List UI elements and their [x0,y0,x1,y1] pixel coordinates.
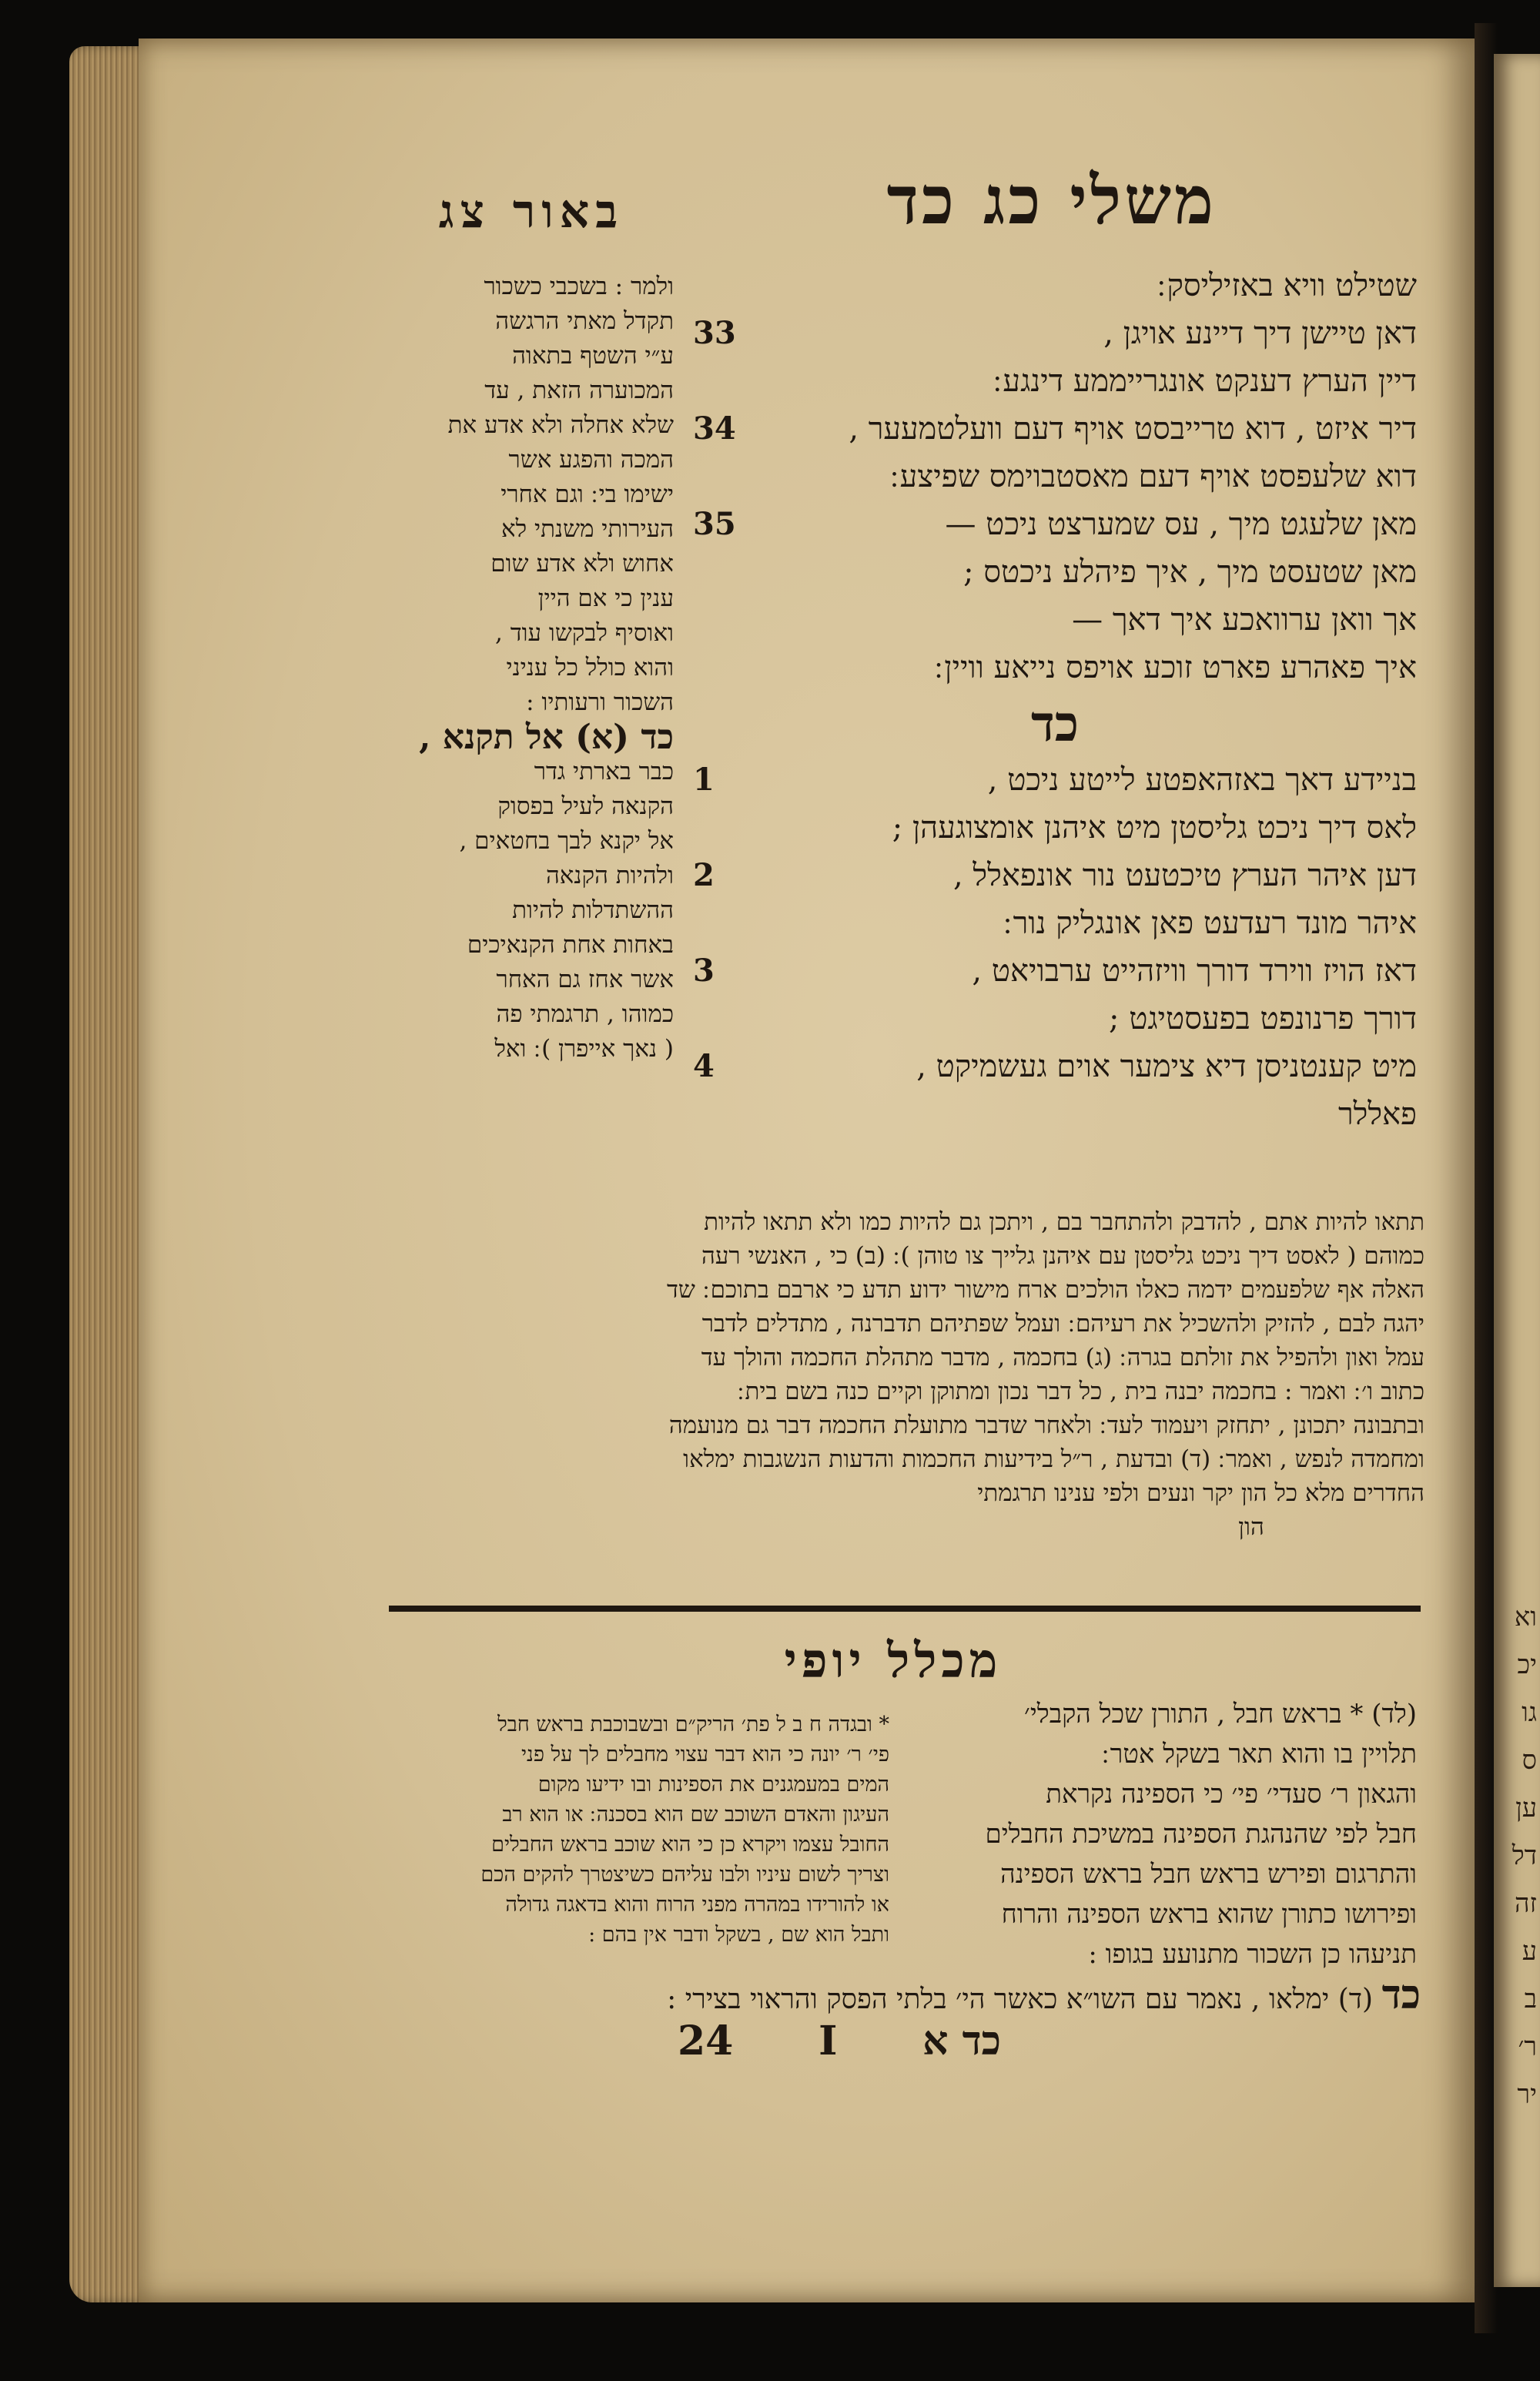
verse-line: פאללר [1337,1097,1417,1132]
facing-page-text-fragment: יכ [1517,1649,1537,1680]
commentary-line: ובתבונה יתכונן , יתחזק ויעמוד לעד ׃ ולאחר שדבר מתועלת החכמה דבר גם מנועמה [668,1412,1424,1439]
wide-commentary-lines [385,1205,1424,1510]
commentary-line: הקנאה לעיל בפסוק [497,792,674,820]
facing-page-text-fragment: ען [1515,1793,1537,1823]
verse-row [693,501,1417,692]
facing-page-text-fragment: ע [1522,1936,1537,1967]
commentary-line: עמל ואון ולהפיל את זולתם בגרה ׃ (ג) בחכמה , מדבר מתהלת החכמה והולך עד [701,1344,1424,1371]
commentary-line: ולהיות הקנאה [545,862,674,889]
facing-page-text-fragment: ב [1524,1984,1537,2014]
verse-line: מיט קענטניסן דיא צימער אוים געשמיקט , [916,1049,1417,1084]
verse-number: 3 [693,953,715,989]
side-commentary-heading: כד (א) אל תקנא , [419,720,674,755]
verse-number: 35 [693,506,736,542]
chapter-heading: כד [1030,695,1080,753]
facing-page-text-fragment: זה [1514,1888,1537,1919]
verse-number: 4 [693,1048,715,1084]
commentary-line: ומחמדה לנפש , ואמר ׃ (ד) ובדעת , ר״ל בידיעות החכמות והדעות הנשגבות ימלאו [683,1445,1424,1473]
commentary-line: החדרים מלא כל הון יקר ונעים ולפי ענינו תרגמתי [977,1479,1424,1507]
verse-number: 33 [693,315,736,351]
verse-row [693,947,1417,1043]
commentary-line: ולמר : בשכבי כשכור [484,273,674,300]
verse-line: דוא שלעפסט אויף דעם מאסטבוימס שפיצע ׃ [889,459,1417,494]
side-commentary-bottom [389,755,674,1067]
commentary-line: כתוב ו׳ ׃ ואמר : בחכמה יבנה בית , כל דבר נכון ומתוקן וקיים כנה בשם בית ׃ [737,1378,1424,1405]
note-line: והתרגום ופירש בראש חבל בראש הספינה [1000,1859,1417,1890]
verse-row [693,405,1417,501]
verse-text [747,852,1417,947]
commentary-line: שלא אחלה ולא אדע את [447,411,674,439]
verse-continuation-line: שטילט וויא באזיליסק ׃ [1157,268,1417,303]
verse-line: דאן טיישן דיך דיינע אויגן , [1103,316,1417,351]
note-line: ופירושו כתורן שהוא בראש הספינה והרוח [1001,1899,1417,1930]
running-header-commentary: באור צג [438,185,624,239]
chapter-24-verses [693,756,1417,1138]
note-line: פי׳ ר׳ יונה כי הוא דבר עצוי מחבלים לך על פני [521,1743,889,1766]
verse-line: דיר איזט , דוא טרייבסט אויף דעם וועלטמעער , [849,411,1417,447]
facing-page-text-fragment: גו [1522,1697,1537,1728]
facing-page-fragment [1494,54,1540,2287]
note-line: * ובגדה ח ב ל פת׳ הריק״ם ובשבוכבת בראש חבל [497,1713,889,1736]
note-line: חבל לפי שהנהגת הספינה במשיכת החבלים [985,1819,1417,1850]
commentary-line: תתאו להיות אתם , להדבק ולהתחבר בם , ויתכן גם להיות כמו ולא תתאו להיות [704,1208,1424,1236]
page-number: 24 [678,2018,734,2065]
commentary-line: ההשתדלות להיות [512,896,674,924]
commentary-line: כמוהו , תרגמתי פה [496,1000,674,1028]
running-header-title: משלי כג כד [886,162,1217,239]
verse-line: איך פאהרע פארט זוכע אויפס נייאע וויין ׃ [934,650,1417,685]
verse-row [693,1043,1417,1138]
note-line: והגאון ר׳ סעדי׳ פי׳ כי הספינה נקראת [1046,1779,1417,1810]
commentary-line: העירותי משנתי לא [501,515,674,543]
verse-line: לאס דיך ניכט גליסטן מיט איהנן אומצוגעהן ; [892,810,1417,846]
wide-commentary [385,1205,1424,1544]
catchword: כד א [922,2018,1001,2065]
verse-number: 1 [693,762,715,798]
verse-text [747,405,1417,501]
note-line: ותבל הוא שם , בשקל ודבר אין בהם : [588,1923,889,1947]
note-line: (לד) * בראש חבל , התורן שכל הקבלי׳ [1024,1699,1417,1730]
chapter-23-verses [693,310,1417,692]
verse-line: דאז הויז ווירד דורך וויזהייט ערבויאט , [972,953,1417,989]
commentary-line: המכה והפגע אשר [508,446,674,474]
note-line: תניעהו כן השכור מתנועע בגופו : [1088,1939,1417,1970]
verse-line: אך וואן ערוואכע איך דאך — [1072,602,1417,638]
note-line: המים במעמגנים את הספינות ובו ידיעו מקום [537,1773,889,1797]
commentary-line: והוא כולל כל עניני [506,654,674,681]
commentary-line: ענין כי אם היין [537,584,674,612]
facing-page-text-fragment: ר׳ [1518,2031,1537,2062]
commentary-line: כבר בארתי גדר [534,758,674,785]
subsection-final-note [389,1971,1421,2018]
facing-page-text-fragment: דל [1512,1840,1537,1871]
note-line: העיגון והאדם השוכב שם הוא בסכנה ׃ או הוא רב [502,1803,889,1827]
commentary-line: אשר אחז גם האחר [496,966,674,993]
commentary-line: המכוערה הזאת , עד [484,377,674,404]
verse-number: 34 [693,410,736,447]
side-commentary [389,270,674,1067]
verse-text [747,1043,1417,1138]
verse-text [747,947,1417,1043]
note-line: או להורידו במהרה מפני הרוח והוא בדאגה גדולה [505,1893,889,1917]
note-line: תלויין בו והוא תאר בשקל אטר ׃ [1101,1739,1417,1770]
side-commentary-top [389,270,674,720]
verse-row [693,756,1417,852]
verse-text [747,501,1417,692]
commentary-line: תקדל מאתי הרגשה [495,307,674,335]
facing-page-text-fragment: יר [1517,2079,1537,2110]
verse-row [693,310,1417,405]
verse-line: איהר מונד רעדעט פאן אונגליק נור ׃ [1003,906,1417,941]
subsection-title: מכלל יופי [784,1633,1003,1689]
commentary-line: השכור ורעותיו : [526,688,674,716]
commentary-line: ( נאך אייפרן ) ׃ ואל [494,1035,674,1063]
note-line: החובל עצמו ויקרא כן כי הוא שוכב בראש החבלים [491,1833,889,1857]
commentary-line: באחות אחת הקנאיכים [467,931,674,959]
commentary-line: ואוסיף לבקשו עוד , [494,619,674,647]
verse-line: מאן שלעגט מיך , עס שמערצט ניכט — [945,507,1417,542]
facing-page-text-fragment: ס [1522,1745,1537,1776]
subsection-right-notes [916,1694,1417,1974]
commentary-line: ע״י השטף בתאוה [512,342,674,370]
commentary-line: ישימו בי ׃ וגם אחרי [500,481,674,508]
verse-row [693,852,1417,947]
section-divider-rule [389,1606,1421,1612]
commentary-line: אחוש ולא אדע שום [490,550,674,578]
subsection-left-notes [389,1710,889,1950]
final-note-chapter: כד [1381,1971,1421,2018]
verse-text [747,756,1417,852]
main-translation-column [693,262,1417,1138]
final-note-text: (ד) ימלאו , נאמר עם השו״א כאשר הי׳ בלתי הפסק והראוי בצירי : [667,1984,1374,2015]
verse-line: בניידע דאך באזהאפטע לייטע ניכט , [987,762,1417,798]
verse-line: מאן שטעסט מיך , איך פיהלע ניכטס ; [963,554,1417,590]
commentary-line: יהגה לבם , להזיק ולהשכיל את רעיהם ׃ ועמל שפתיהם תדברנה , מתדלים לדבר [701,1310,1424,1338]
page-signature [678,2018,1001,2065]
commentary-line: אל יקנא לבך בחטאים , [459,827,674,855]
sheet-mark: I [819,2018,838,2065]
commentary-line: האלה אף שלפעמים ידמה כאלו הולכים ארח מישור ידוע תדע כי ארבם בתוכם ׃ שד [667,1276,1424,1304]
verse-text [747,310,1417,405]
verse-line: דען איהר הערץ טיכטעט נור אונפאלל , [952,858,1417,893]
verse-line: דורך פרנונפט בפעסטיגט ; [1109,1001,1417,1036]
verse-line: דיין הערץ דענקט אונגרייממע דינגע ׃ [993,363,1417,399]
commentary-line: כמוהם ( לאסט דיך ניכט גליסטן עם איהנן גלייך צו טוהן ) ׃ (ב) כי , האנשי רעה [701,1242,1424,1270]
facing-page-text-fragment: וא [1514,1602,1537,1633]
wide-commentary-last-word: הון [1238,1513,1264,1541]
note-line: וצריך לשום עיניו ולבו עליהם כשיצטרך להקים הכם [480,1863,889,1887]
verse-number: 2 [693,857,715,893]
